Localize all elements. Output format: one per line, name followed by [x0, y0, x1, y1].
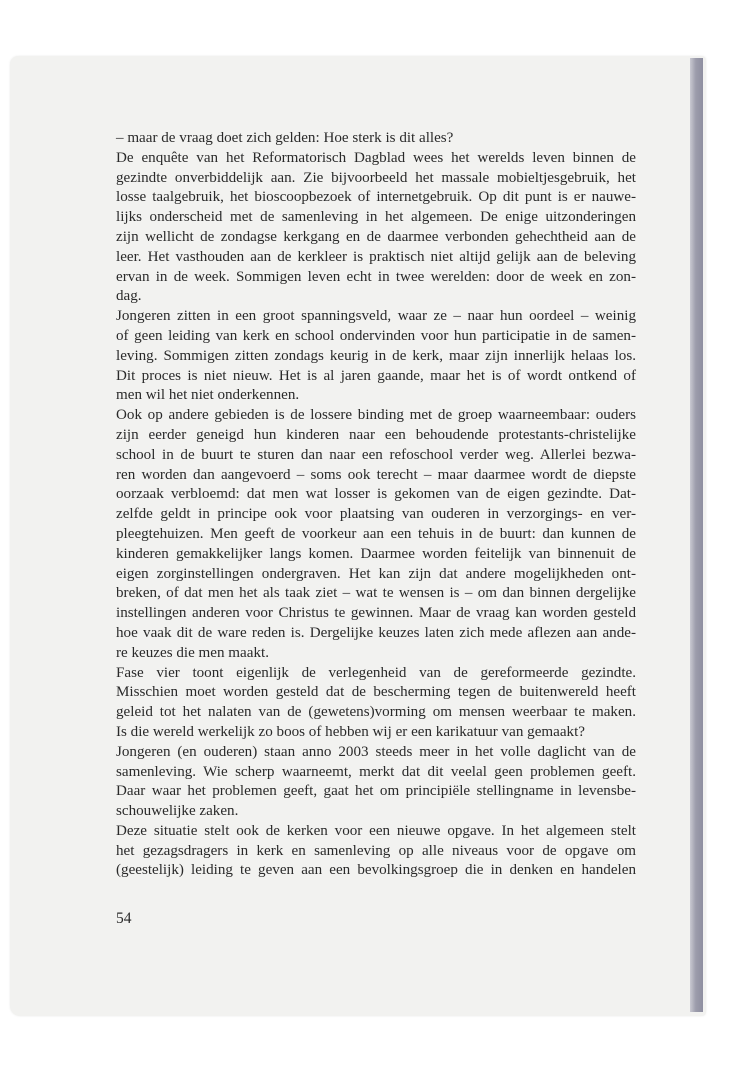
- text-line: breken, of dat men het als taak ziet – wat te wensen is – om dan binnen dergelijke: [116, 585, 636, 602]
- text-line: kinderen gemakkelijker langs komen. Daarmee worden feitelijk van binnenuit de: [116, 545, 636, 562]
- text-line: leving. Sommigen zitten zondags keurig in de kerk, maar zijn innerlijk helaas los.: [116, 347, 636, 364]
- text-line: instellingen anderen voor Christus te gewinnen. Maar de vraag kan worden gesteld: [116, 605, 636, 622]
- text-line: leer. Het vasthouden aan de kerkleer is praktisch niet altijd gelijk aan de beleving: [116, 248, 636, 265]
- text-line: Misschien moet worden gesteld dat de bescherming tegen de buitenwereld heeft: [116, 684, 636, 701]
- text-line: pleegtehuizen. Men geeft de voorkeur aan een tehuis in de buurt: dan kunnen de: [116, 525, 636, 542]
- paragraph: [116, 822, 636, 881]
- text-line: re keuzes die men maakt.: [116, 644, 269, 661]
- text-line: het gezagsdragers in kerk en samenleving op alle niveaus voor de opgave om: [116, 842, 636, 859]
- paragraph: [116, 664, 636, 743]
- text-line: – maar de vraag doet zich gelden: Hoe sterk is dit alles?: [116, 130, 454, 146]
- paragraph: [116, 129, 636, 149]
- page-edge: [690, 58, 703, 1012]
- text-line: Jongeren (en ouderen) staan anno 2003 steeds meer in het volle daglicht van de: [116, 743, 636, 760]
- text-line: eigen zorginstellingen ondergraven. Het kan zijn dat andere mogelijkheden ont-: [116, 565, 636, 582]
- text-line: geleid tot het nalaten van de (gewetens)vorming om mensen weerbaar te maken.: [116, 704, 636, 721]
- text-line: dag.: [116, 288, 142, 305]
- page-number: 54: [116, 910, 132, 927]
- text-line: Dit proces is niet nieuw. Het is al jaren gaande, maar het is of wordt ontkend of: [116, 367, 636, 384]
- text-line: school in de buurt te sturen dan naar een refoschool verder weg. Allerlei bezwa-: [116, 446, 636, 463]
- text-line: oorzaak verbloemd: dat men wat losser is gekomen van de eigen gezindte. Dat-: [116, 486, 636, 503]
- text-line: lijks onderscheid met de samenleving in het algemeen. De enige uitzonderingen: [116, 209, 636, 226]
- text-line: of geen leiding van kerk en school ondervinden voor hun participatie in de samen-: [116, 327, 636, 344]
- body-text: [116, 129, 636, 881]
- text-line: gezindte onverbiddelijk aan. Zie bijvoorbeeld het massale mobieltjesgebruik, het: [116, 169, 636, 186]
- text-line: Jongeren zitten in een groot spanningsveld, waar ze – naar hun oordeel – weinig: [116, 308, 636, 325]
- text-line: ren worden dan aangevoerd – soms ook terecht – maar daarmee wordt de diepste: [116, 466, 636, 483]
- text-line: Deze situatie stelt ook de kerken voor een nieuwe opgave. In het algemeen stelt: [116, 822, 636, 839]
- text-line: Daar waar het problemen geeft, gaat het om principiële stellingname in levensbe-: [116, 783, 636, 800]
- paragraph: [116, 149, 636, 307]
- paragraph: [116, 406, 636, 663]
- text-line: zijn wellicht de zondagse kerkgang en de daarmee verbonden gehechtheid aan de: [116, 228, 636, 245]
- text-line: De enquête van het Reformatorisch Dagblad wees het werelds leven binnen de: [116, 149, 636, 166]
- text-line: zelfde geldt in principe ook voor plaatsing van ouderen in verzorgings- en ver-: [116, 506, 636, 523]
- text-line: samenleving. Wie scherp waarneemt, merkt dat dit veelal geen problemen geeft.: [116, 763, 636, 780]
- text-line: schouwelijke zaken.: [116, 803, 239, 820]
- text-line: losse taalgebruik, het bioscoopbezoek of internetgebruik. Op dit punt is er nauwe-: [116, 189, 636, 206]
- text-line: Fase vier toont eigenlijk de verlegenheid van de gereformeerde gezindte.: [116, 664, 636, 681]
- text-line: zijn eerder geneigd hun kinderen naar een behoudende protestants-christelijke: [116, 426, 636, 443]
- text-line: Is die wereld werkelijk zo boos of hebben wij er een karikatuur van gemaakt?: [116, 723, 585, 740]
- text-line: men wil het niet onderkennen.: [116, 387, 300, 404]
- text-line: (geestelijk) leiding te geven aan een bevolkingsgroep die in denken en handelen: [116, 862, 636, 879]
- text-line: hoe vaak dit de ware reden is. Dergelijke keuzes laten zich mede aflezen aan ande-: [116, 624, 636, 641]
- text-line: Ook op andere gebieden is de lossere binding met de groep waarneembaar: ouders: [116, 407, 636, 424]
- text-line: ervan in de week. Sommigen leven echt in twee werelden: door de week en zon-: [116, 268, 636, 285]
- paragraph: [116, 307, 636, 406]
- paragraph: [116, 743, 636, 822]
